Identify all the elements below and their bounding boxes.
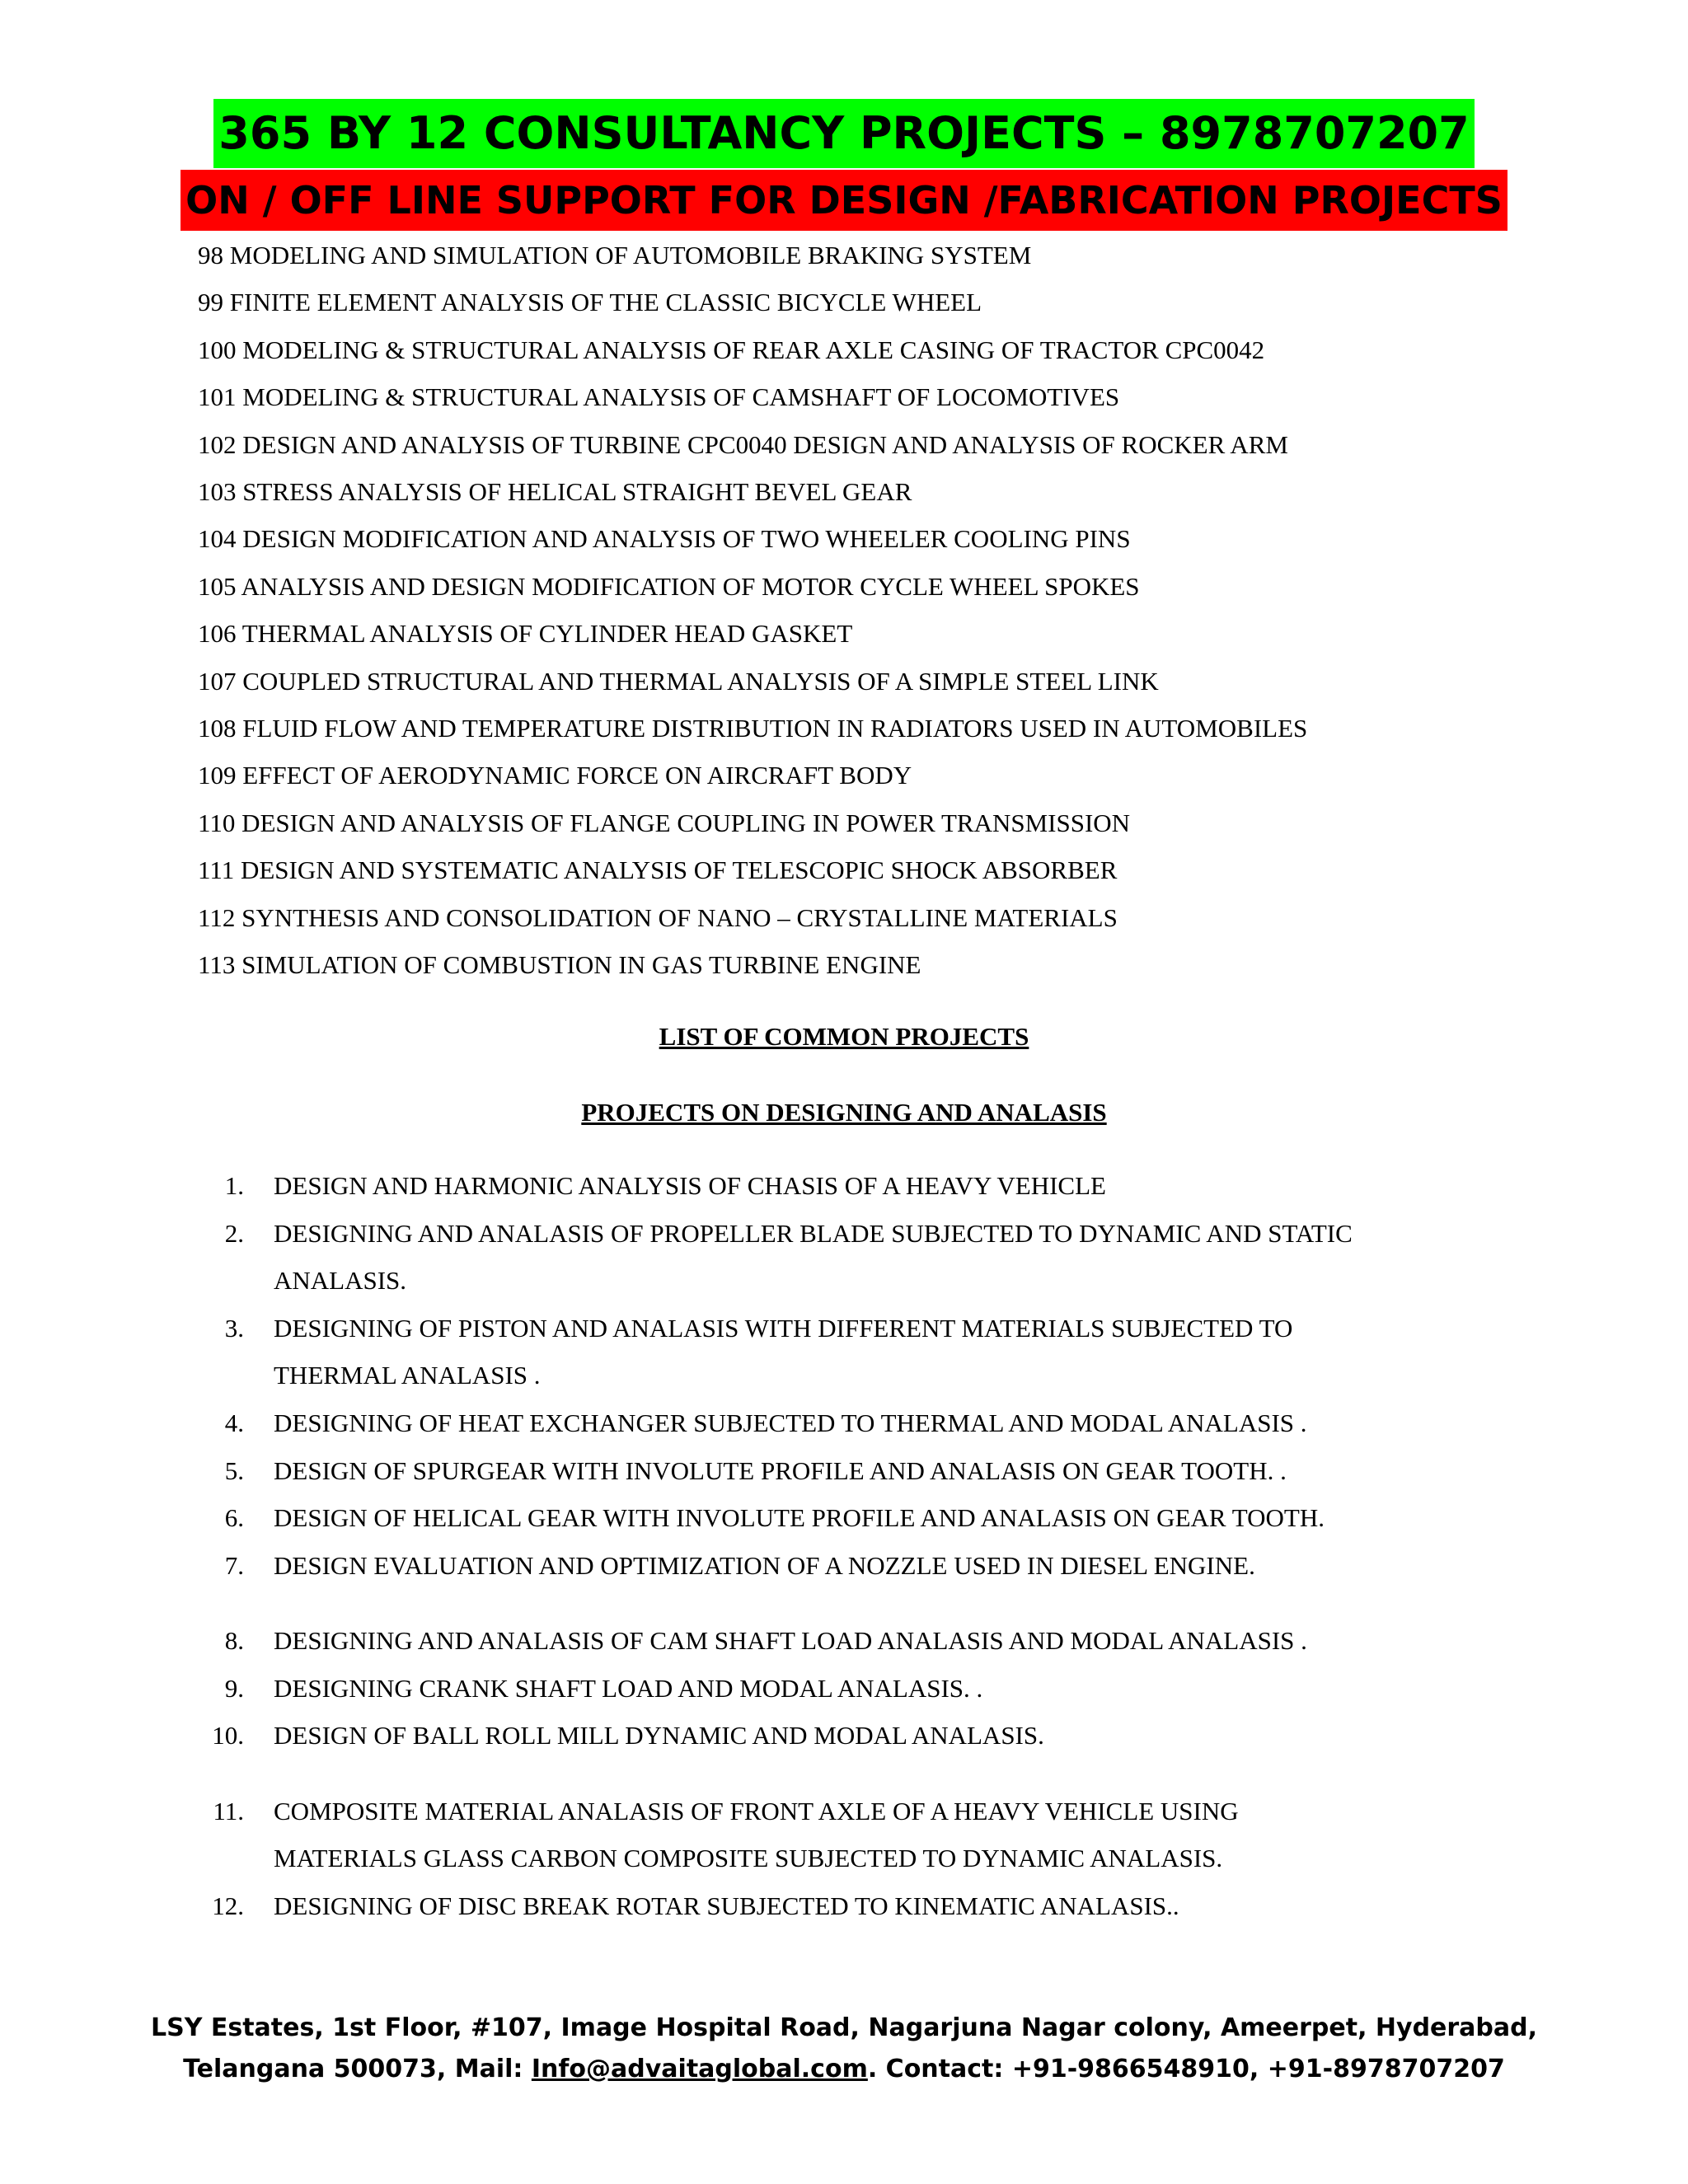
item-text: DESIGNING OF HEAT EXCHANGER SUBJECTED TO THERMAL AND MODAL ANALASIS . (274, 1408, 1307, 1437)
item-number: 11. (213, 1797, 244, 1825)
item-text: COMPOSITE MATERIAL ANALASIS OF FRONT AXLE OF A HEAVY VEHICLE USING (274, 1797, 1239, 1825)
item-number: 9. (224, 1674, 244, 1703)
item-text: DESIGNING AND ANALASIS OF CAM SHAFT LOAD ANALASIS AND MODAL ANALASIS . (274, 1626, 1307, 1655)
item-text: ANALASIS. (274, 1266, 407, 1296)
item-number: 3. (224, 1314, 244, 1343)
footer-contact-line (0, 2049, 1688, 2090)
project-item: 112 SYNTHESIS AND CONSOLIDATION OF NANO – CRYSTALLINE MATERIALS (198, 902, 1118, 932)
project-item: 111 DESIGN AND SYSTEMATIC ANALYSIS OF TELESCOPIC SHOCK ABSORBER (198, 855, 1118, 885)
footer-email-link[interactable]: Info@advaitaglobal.com (531, 2055, 868, 2083)
project-item: 103 STRESS ANALYSIS OF HELICAL STRAIGHT BEVEL GEAR (198, 477, 912, 507)
common-projects-heading: LIST OF COMMON PROJECTS (659, 1022, 1029, 1051)
header-banner-subtitle (0, 170, 1688, 231)
footer-contact-suffix: . Contact: +91-9866548910, +91-8978707207 (867, 2055, 1505, 2083)
item-text: THERMAL ANALASIS . (274, 1361, 541, 1390)
item-text: DESIGNING CRANK SHAFT LOAD AND MODAL ANALASIS. . (274, 1674, 983, 1703)
item-number: 10. (212, 1721, 244, 1750)
item-text: DESIGN EVALUATION AND OPTIMIZATION OF A NOZZLE USED IN DIESEL ENGINE. (274, 1551, 1255, 1580)
designing-projects-heading: PROJECTS ON DESIGNING AND ANALASIS (581, 1098, 1107, 1127)
banner-subtitle-text: ON / OFF LINE SUPPORT FOR DESIGN /FABRICATION PROJECTS (181, 170, 1507, 231)
item-number: 6. (224, 1503, 244, 1532)
project-item: 100 MODELING & STRUCTURAL ANALYSIS OF REAR AXLE CASING OF TRACTOR CPC0042 (198, 335, 1265, 364)
item-number: 5. (224, 1456, 244, 1485)
project-item: 98 MODELING AND SIMULATION OF AUTOMOBILE BRAKING SYSTEM (198, 241, 1032, 269)
item-number: 8. (224, 1626, 244, 1655)
footer-address-line: LSY Estates, 1st Floor, #107, Image Hospital Road, Nagarjuna Nagar colony, Ameerpet, Hyderabad, (150, 2013, 1538, 2042)
item-number: 12. (212, 1891, 244, 1920)
item-number: 7. (224, 1551, 244, 1580)
item-text: DESIGN OF HELICAL GEAR WITH INVOLUTE PROFILE AND ANALASIS ON GEAR TOOTH. (274, 1503, 1325, 1532)
item-text: DESIGNING OF DISC BREAK ROTAR SUBJECTED TO KINEMATIC ANALASIS.. (274, 1891, 1179, 1920)
footer-address-prefix: Telangana 500073, Mail: (183, 2055, 532, 2083)
banner-title-text: 365 BY 12 CONSULTANCY PROJECTS – 8978707207 (213, 99, 1474, 168)
item-number: 2. (224, 1219, 244, 1248)
item-text: MATERIALS GLASS CARBON COMPOSITE SUBJECTED TO DYNAMIC ANALASIS. (274, 1844, 1223, 1873)
projects-list (198, 232, 1307, 989)
project-item: 101 MODELING & STRUCTURAL ANALYSIS OF CAMSHAFT OF LOCOMOTIVES (198, 382, 1120, 412)
project-item: 99 FINITE ELEMENT ANALYSIS OF THE CLASSIC BICYCLE WHEEL (198, 288, 982, 317)
project-item: 102 DESIGN AND ANALYSIS OF TURBINE CPC0040 DESIGN AND ANALYSIS OF ROCKER ARM (198, 429, 1288, 459)
footer-contact (0, 2008, 1688, 2090)
project-item: 105 ANALYSIS AND DESIGN MODIFICATION OF MOTOR CYCLE WHEEL SPOKES (198, 571, 1140, 601)
item-text: DESIGN OF BALL ROLL MILL DYNAMIC AND MODAL ANALASIS. (274, 1721, 1044, 1750)
project-item: 107 COUPLED STRUCTURAL AND THERMAL ANALYSIS OF A SIMPLE STEEL LINK (198, 666, 1159, 696)
item-text: DESIGNING AND ANALASIS OF PROPELLER BLADE SUBJECTED TO DYNAMIC AND STATIC (274, 1219, 1353, 1248)
header-banner-title (0, 99, 1688, 168)
item-text: DESIGN AND HARMONIC ANALYSIS OF CHASIS OF A HEAVY VEHICLE (274, 1171, 1106, 1200)
project-item: 110 DESIGN AND ANALYSIS OF FLANGE COUPLING IN POWER TRANSMISSION (198, 808, 1131, 837)
item-text: DESIGN OF SPURGEAR WITH INVOLUTE PROFILE AND ANALASIS ON GEAR TOOTH. . (274, 1456, 1287, 1485)
project-item: 104 DESIGN MODIFICATION AND ANALYSIS OF TWO WHEELER COOLING PINS (198, 524, 1131, 554)
project-item: 109 EFFECT OF AERODYNAMIC FORCE ON AIRCRAFT BODY (198, 761, 912, 790)
item-text: DESIGNING OF PISTON AND ANALASIS WITH DIFFERENT MATERIALS SUBJECTED TO (274, 1314, 1293, 1343)
item-number: 1. (224, 1171, 244, 1200)
project-item: 108 FLUID FLOW AND TEMPERATURE DISTRIBUTION IN RADIATORS USED IN AUTOMOBILES (198, 714, 1308, 743)
project-item: 106 THERMAL ANALYSIS OF CYLINDER HEAD GASKET (198, 619, 853, 649)
project-item: 113 SIMULATION OF COMBUSTION IN GAS TURBINE ENGINE (198, 950, 921, 980)
item-number: 4. (224, 1408, 244, 1437)
